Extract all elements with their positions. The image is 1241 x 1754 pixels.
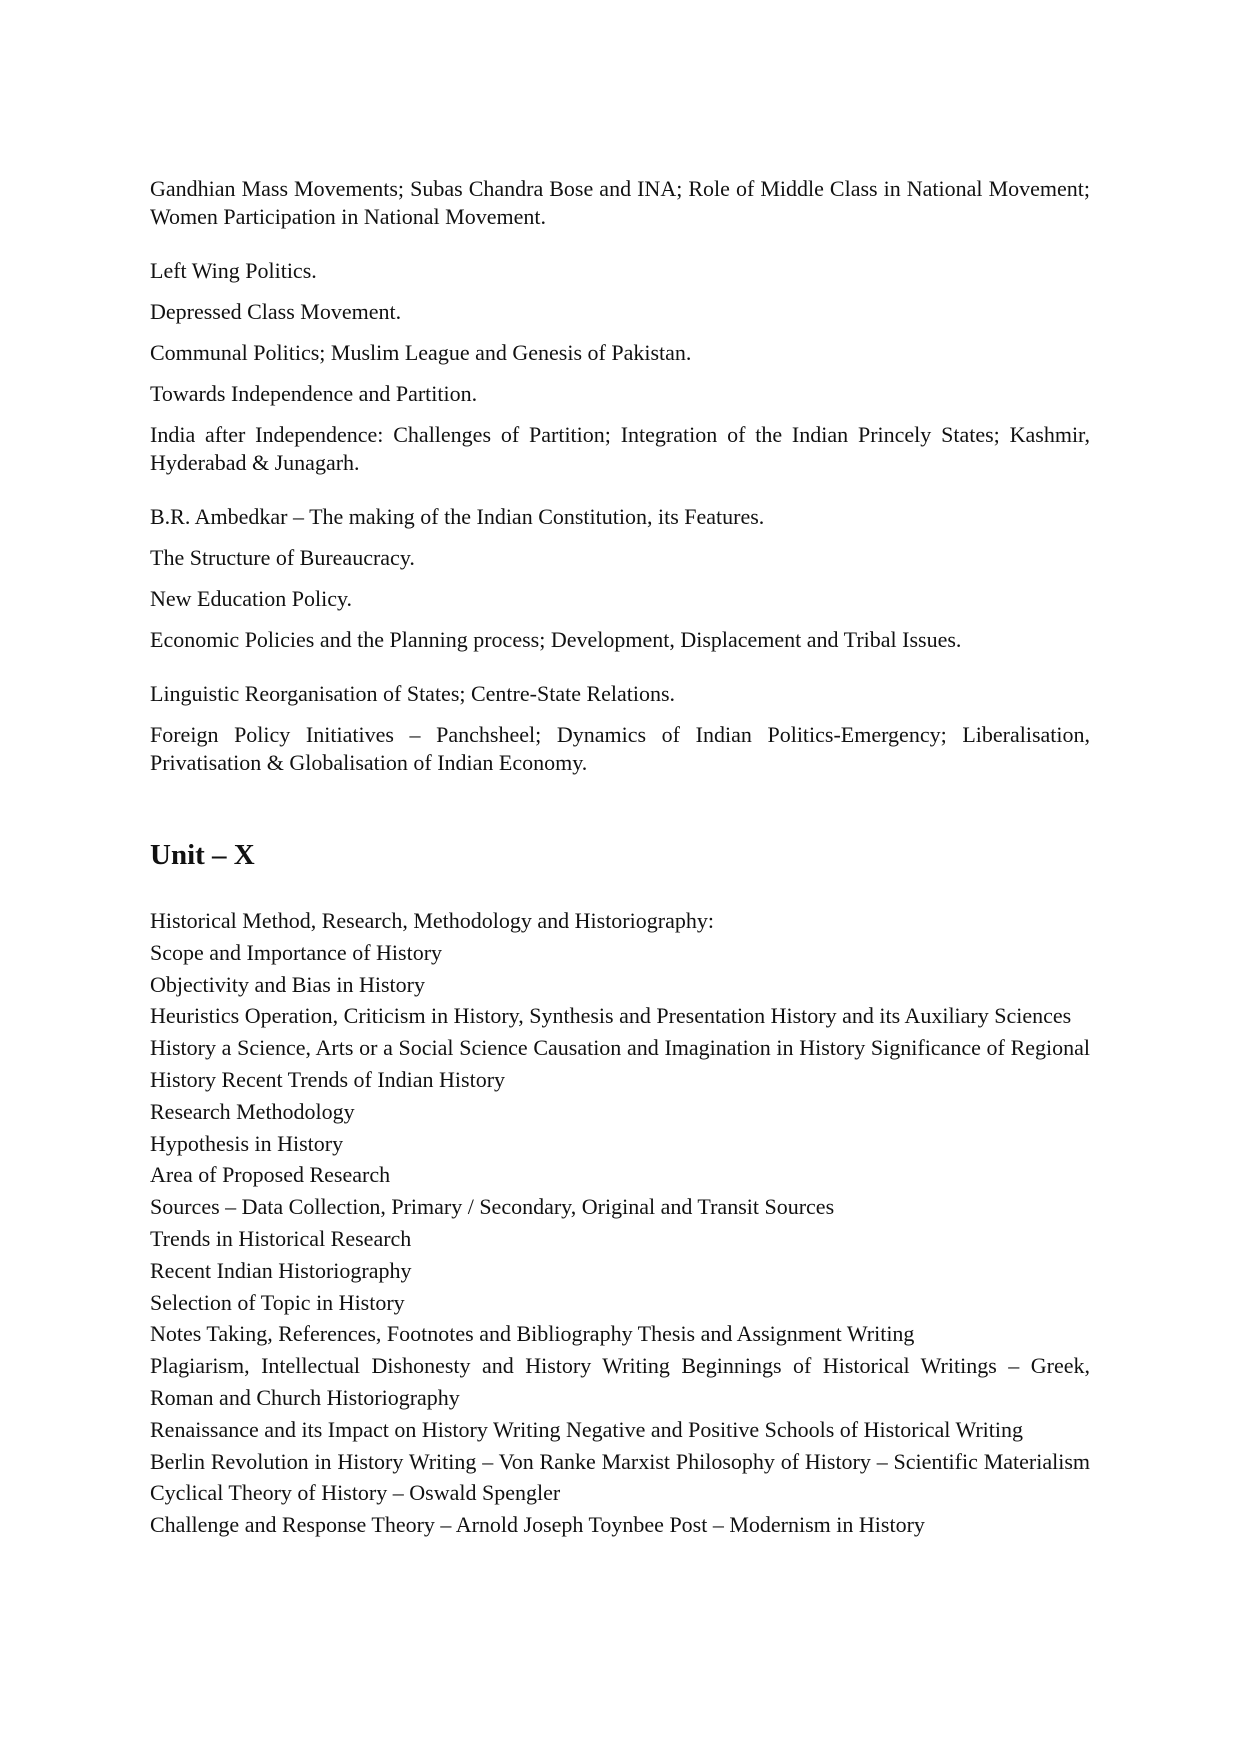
paragraph-ambedkar: B.R. Ambedkar – The making of the Indian Constitution, its Features. [150, 504, 765, 529]
unit-topic-line: Renaissance and its Impact on History Writing Negative and Positive Schools of Historical Writing [150, 1416, 1023, 1442]
unit-heading: Unit – X [150, 839, 255, 871]
paragraph-independence-partition: Towards Independence and Partition. [150, 381, 478, 406]
unit-topic-line: Trends in Historical Research [150, 1225, 412, 1251]
unit-topic-line: Sources – Data Collection, Primary / Secondary, Original and Transit Sources [150, 1194, 835, 1220]
unit-topic-line: Area of Proposed Research [150, 1162, 391, 1188]
unit-topic-line: Plagiarism, Intellectual Dishonesty and History Writing Beginnings of Historical Writings – Greek, Roman and Church Historiography [150, 1353, 1090, 1410]
unit-topic-line: Challenge and Response Theory – Arnold Joseph Toynbee Post – Modernism in History [150, 1512, 925, 1538]
unit-topic-list [150, 905, 1090, 1541]
unit-topic-line: Historical Method, Research, Methodology and Historiography: [150, 908, 714, 933]
paragraph-india-after-independence: India after Independence: Challenges of Partition; Integration of the Indian Princely States; Kashmir, Hyderabad & Junagarh. [150, 422, 1090, 475]
unit-topic-line: Research Methodology [150, 1098, 355, 1124]
unit-topic-line: Notes Taking, References, Footnotes and Bibliography Thesis and Assignment Writing [150, 1321, 915, 1347]
paragraph-economic-policies: Economic Policies and the Planning process; Development, Displacement and Tribal Issues. [150, 627, 962, 652]
paragraph-left-wing: Left Wing Politics. [150, 258, 317, 283]
unit-topic-line: History a Science, Arts or a Social Science Causation and Imagination in History Significance of Regional History Recent Trends of Indian History [150, 1035, 1090, 1092]
unit-topic-line: Heuristics Operation, Criticism in History, Synthesis and Presentation History and its Auxiliary Sciences [150, 1003, 1072, 1029]
unit-topic-line: Recent Indian Historiography [150, 1257, 412, 1283]
paragraph-communal-politics: Communal Politics; Muslim League and Genesis of Pakistan. [150, 340, 692, 365]
paragraph-education-policy: New Education Policy. [150, 586, 353, 611]
paragraph-national-movement: Gandhian Mass Movements; Subas Chandra Bose and INA; Role of Middle Class in National Movement; Women Participation in National Movement. [150, 176, 1090, 229]
unit-topic-line: Berlin Revolution in History Writing – Von Ranke Marxist Philosophy of History – Scientific Materialism Cyclical Theory of History – Oswald Spengler [150, 1448, 1090, 1506]
paragraph-depressed-class: Depressed Class Movement. [150, 299, 402, 324]
unit-topic-line: Objectivity and Bias in History [150, 971, 425, 997]
paragraph-linguistic-reorganisation: Linguistic Reorganisation of States; Centre-State Relations. [150, 681, 676, 706]
paragraph-foreign-policy: Foreign Policy Initiatives – Panchsheel; Dynamics of Indian Politics-Emergency; Liberalisation, Privatisation & Globalisation of Indian Economy. [150, 722, 1090, 775]
unit-topic-line: Scope and Importance of History [150, 939, 443, 965]
unit-topic-line: Selection of Topic in History [150, 1289, 405, 1315]
unit-topic-line: Hypothesis in History [150, 1130, 344, 1156]
page-content [150, 175, 1090, 1541]
paragraph-bureaucracy: The Structure of Bureaucracy. [150, 545, 415, 570]
